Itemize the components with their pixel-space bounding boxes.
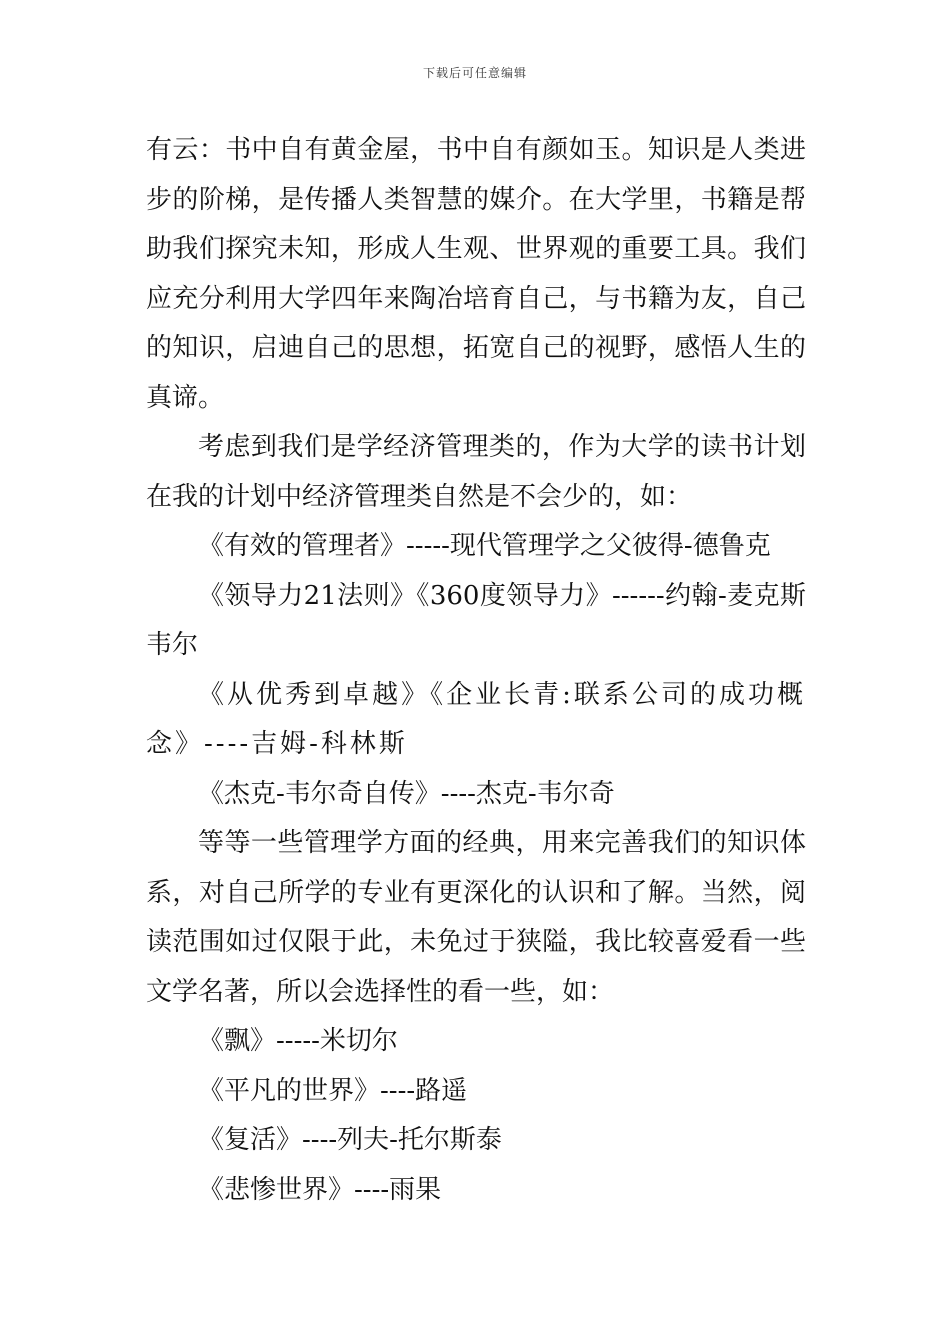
document-body [146,126,806,1215]
page-header: 下载后可任意编辑 [422,66,527,80]
paragraph-economics-plan: 考虑到我们是学经济管理类的，作为大学的读书计划在我的计划中经济管理类自然是不会少的，如： [146,432,806,512]
book-item-good-to-great: 《从优秀到卓越》《企业长青:联系公司的成功概念》----吉姆-科林斯 [146,679,806,759]
book-item-effective-executive: 《有效的管理者》-----现代管理学之父彼得-德鲁克 [198,531,771,561]
book-item-gone-with-the-wind: 《飘》-----米切尔 [198,1026,398,1056]
book-item-leadership: 《领导力21法则》《360度领导力》------约翰-麦克斯韦尔 [146,580,806,660]
book-item-resurrection: 《复活》----列夫-托尔斯泰 [198,1125,502,1155]
paragraph-literature: 等等一些管理学方面的经典，用来完善我们的知识体系，对自己所学的专业有更深化的认识和了解。当然，阅读范围如过仅限于此，未免过于狭隘，我比较喜爱看一些文学名著，所以会选择性的看一些，如： [146,828,806,1007]
paragraph-intro: 有云：书中自有黄金屋，书中自有颜如玉。知识是人类进步的阶梯，是传播人类智慧的媒介。在大学里，书籍是帮助我们探究未知，形成人生观、世界观的重要工具。我们应充分利用大学四年来陶冶培育自己，与书籍为友，自己的知识，启迪自己的思想，拓宽自己的视野，感悟人生的真谛。 [146,135,806,413]
book-item-les-miserables: 《悲惨世界》----雨果 [198,1174,442,1205]
book-item-ordinary-world: 《平凡的世界》----路遥 [198,1075,468,1106]
book-item-jack-welch: 《杰克-韦尔奇自传》----杰克-韦尔奇 [198,778,615,809]
